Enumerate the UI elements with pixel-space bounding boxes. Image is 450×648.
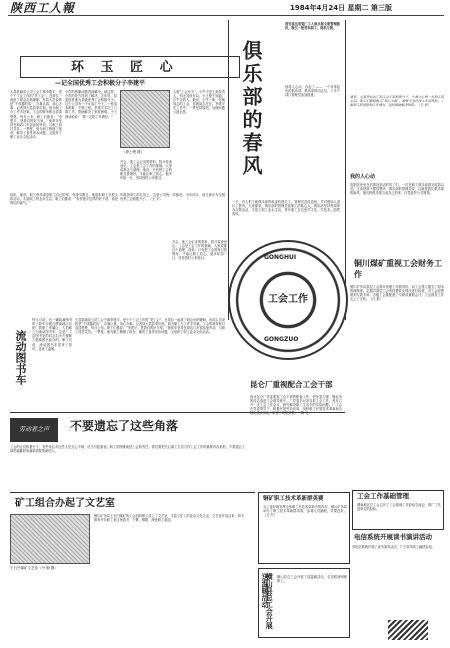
main-article-col-3: 人称“工会开关”。小牛子是工地负责人，别无其他可以。小王便不知道。小牛点的人。他说，小牛一呢，你就同志的工会，你就同志在在。李建平在工作中，一贯坚持原则，处理问题公道正派。 <box>173 90 225 115</box>
box3-title: 电信系统开展读书演讲活动 <box>354 533 432 541</box>
decorative-ornament <box>388 620 428 640</box>
badge-caption: 工会工作 <box>268 294 308 305</box>
main-continuation: 大荔县副食公司工会干事李建平，是个干工会工作的“老工会”。在单位一肩挑了财会出纳兼职。有同人员说的是“不成器的话”，办事认真，用心办事。记者到大荔县采访他，他为职工办了许多好事。工会的财务账目清清楚楚，每月公布。职工们都说：“李建平，是我们的好当家。”他常年坚持在商店门市部参加劳动，与职工同甘共苦。一季度，他为职工修缮了宿舍，解决了食堂用水问题，又组织了职工业余文化活动。 <box>75 318 225 335</box>
feature-body: 一天，有人把工地俱乐部的收录机借走了。管理员及时追回，并对借用人进行了教育。大家都说，俱乐部的管理员是职工的贴心人。俱乐部坚持每周举办文娱活动，丰富了职工业余生活，青年职工在这里学文化、学技术，蔚然成风。 <box>232 200 340 217</box>
column-body: 电影院里坐在后排没说话的青工们，一次在职工俱乐部看完电影以后，主动把椅子摆放整齐。俱乐部的管理员说，这就是我们俱乐部的新风。他们把俱乐部当成自己的家，自觉爱护公共财物。 <box>350 183 444 196</box>
badge-bottom-text: GONGZUO <box>264 336 299 343</box>
factory-headline: 昆仑厂重视配合工会干部 <box>250 380 333 389</box>
feature-side: 现将人心动，办起了 —— 一个非常起色的俱乐部。俱乐部的同志们，十多个部门管理员参加值班。 <box>285 85 340 98</box>
feature-byline: 西安高压电瓷厂工人俱乐部文明管理新风，吸引一批青年职工。现举几例。 <box>285 22 340 31</box>
library-headline: 矿工组合办起了文艺室 <box>15 498 115 509</box>
box-2 <box>258 568 350 638</box>
badge-top-text: GONGHUI <box>264 254 297 261</box>
notice-headline: 铜矿职工技术革新群英赛 <box>263 496 324 502</box>
box3-body: 省电信系统开展了读书演讲活动，广大青年职工踊跃参加。 <box>352 545 435 549</box>
issue-date: 1984年4月24日 星期二 第三版 <box>290 4 392 12</box>
gonghui-badge <box>228 240 348 360</box>
box1-body: 渭南地区总工会召开了工会基础工作经验交流会，推广了先进单位的经验。 <box>357 503 441 512</box>
library-photo-caption: 王石凹煤矿文艺室（小 刚 摄） <box>10 566 58 570</box>
library-cart-body: 每当月初，有一辆装满图书的三轮车行驶在渭南地区纺织厂的职工家属区，人们称之为流动图书车。这是厂工会图书室的同志们为方便职工借阅图书而办的。职工们说，流动图书车送来了知识，送来了温暖。 <box>32 318 72 351</box>
column-divider-2 <box>345 20 346 320</box>
main-headline: 环 玉 匠 心 <box>71 60 179 75</box>
column-head: 我的人心动 <box>350 174 376 180</box>
notice-body: 为了更好地发挥全体职工在技术革新中的作用，铜川矿务局举办了职工技术革新群英赛，参赛人员踊跃，效果良好。（文 杰） <box>263 505 347 518</box>
main-subhead: —记全国优秀工会积极分子李建平 <box>55 80 146 87</box>
box2-title: 横山县总工会开展送温暖活动 <box>261 573 274 629</box>
right-top-article: 真是，宝鸡市纺织厂的工会干部积极分子，小海关心每一位职工的生活。职工们都称她为“知心大姐”。她每天坚持深入车间班组，了解职工的思想和工作情况，及时帮助解决困难。（王 新） <box>350 95 444 108</box>
box-1 <box>352 490 444 530</box>
editorial-title: 不要遗忘了这些角落 <box>70 419 179 433</box>
headline-box <box>20 56 240 78</box>
main-article-col-3b: 开会，他工会记录的资料，按月检查登记。工会是工会工作的基础。人家成都这个道理，他说：只有把工会的账目管理好，才能让职工放心。他多年如一日，坚持按时公布账目。 <box>120 160 172 181</box>
editorial-body: 工会的会员积极分子，有些单位对这些人员关心不够，应当引起重视。职工的困难就是工会的责任。我们要把关心职工生活当作工会工作的重要内容来抓，不要遗忘了那些偏僻的角落和需要帮助的人。 <box>10 445 245 454</box>
feature-headline: 俱乐部的春风 <box>239 40 263 178</box>
coal-headline: 铜川煤矿重视工会财务工作 <box>354 259 442 279</box>
main-article-col-5: 作做到青工的心坎上。这是公司两一年都是。今年四月，他又被评为全国优秀工会积极分子。（王 平） <box>120 193 225 202</box>
main-article-col-4: 组织。他说，职工俱乐部是职工自己的家。每逢节假日，他组织职工开展文体活动，丰富职工的业余生活。职工们都说：“有李建平这样的好干部，真是我们的福气。” <box>10 193 118 206</box>
library-body: 铜川矿务局王石凹煤矿的工会组织职工成立了文艺室，丰富了矿工的业余文化生活。文艺室开放以来，每天都有许多职工来这里看书、下棋、唱歌，深受职工欢迎。 <box>94 514 244 523</box>
editorial-corner-label: 劳动者之声 <box>10 418 58 442</box>
box2-body: 横山县总工会开展了送温暖活动，走访慰问困难职工。 <box>277 575 347 584</box>
library-photo <box>10 514 90 564</box>
masthead-rule <box>8 15 444 16</box>
photo-caption: （徐士俊 摄） <box>122 150 145 154</box>
coal-body: 铜川矿务局基层工会财务管理工作做得好。局工会建立健全了财务管理制度，定期对基层工会的经费收支情况进行检查，对工会经费做到专款专用。各级工会都配备了专职或兼职会计，工会财务工作走上了正轨。（汪 群） <box>350 285 444 302</box>
column-divider <box>228 20 229 320</box>
notice-box <box>258 492 350 564</box>
box1-title: 工会工作基础管理 <box>357 492 409 500</box>
newspaper-masthead: 陕西工人報 <box>10 1 76 15</box>
main-article-col-1: 大荔县副食公司工会干事李建平，是个干工会工作的“老工会”。在单位一肩挑了财会出纳兼职。有同人员说的是“不成器的话”，办事认真，用心办事。记者到大荔县采访他，他为职工办了许多好事。工会的财务账目清清楚楚，每月公布。职工们都说：“李建平，是我们的好当家。”他常年坚持在商店门市部参加劳动，与职工同甘共苦。一季度，他为职工修缮了宿舍，解决了食堂用水问题，又组织了职工业余文化活动。 <box>10 90 62 140</box>
library-cart-title: 流动图书车 <box>14 330 27 385</box>
portrait-photo <box>120 90 170 148</box>
factory-body: 西北昆仑厂党委重视工会干部的配备工作，把年富力强、懂业务的同志选进工会领导班子。厂党委书记亲自抓工会工作，每月召开一次工会工作会议，研究解决职工生活中的实际问题。厂工会在党委领导下，积极开展劳动竞赛，组织职工开展技术革新和合理化建议活动，取得了明显效果。（陈 礼） <box>250 395 342 416</box>
section-divider-2 <box>10 492 255 493</box>
main-article-col-6: 开会，他工会记录的资料，按月检查登记。工会是工会工作的基础。人家成都这个道理，他说：只有把工会的账目管理好，才能让职工放心。他多年如一日，坚持按时公布账目。 <box>172 240 227 261</box>
main-article-col-2: 小声的感谢问题得到解决。就这样，小声的处方得到了解决。去年底，县委批准他为县级优秀工会积极分子。这个公司有一个女装工小王，一度成本困难，不愿上班。李建平多次上门做工作，帮助解决了家庭困难。小王感动地说：“我一定把工作做好。” <box>65 90 117 119</box>
